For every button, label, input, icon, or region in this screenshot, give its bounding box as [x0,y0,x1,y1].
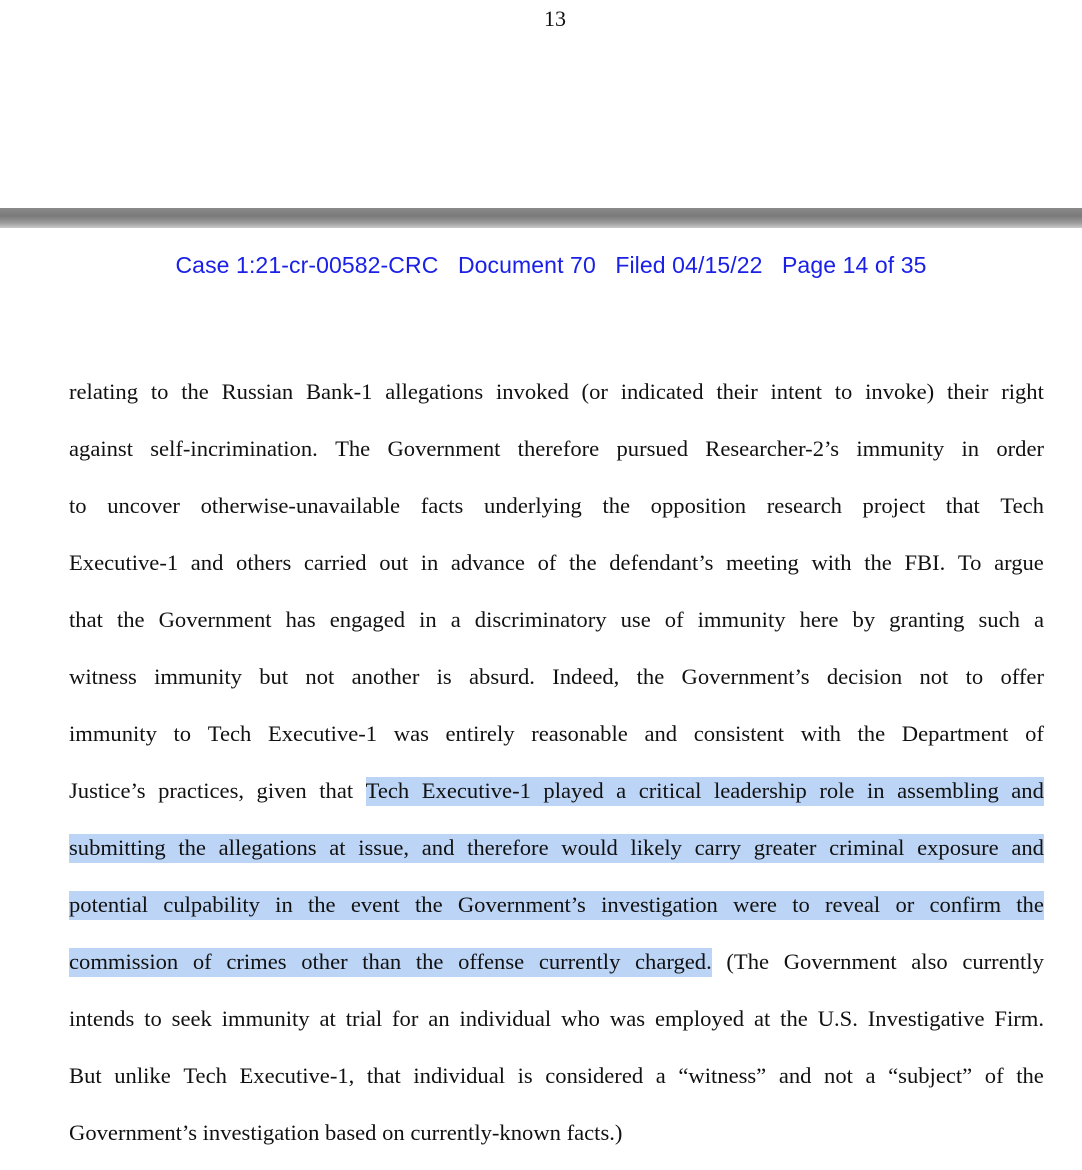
current-page [0,228,1082,1170]
word: out [379,550,409,575]
word: FBI. [904,550,946,575]
word: the [864,550,892,575]
word: meeting [726,550,799,575]
word: at [319,1006,336,1031]
word: to [69,493,87,518]
word: carried [303,550,367,575]
word: intent [770,379,822,404]
highlighted-word: other [301,949,348,974]
word: facts [420,493,464,518]
word: trial [345,1006,383,1031]
highlighted-word: commission [69,949,179,974]
highlighted-word: Government’s [457,892,586,917]
word: of [1025,721,1044,746]
body-line-13 [69,1056,1044,1113]
word: uncover [107,493,180,518]
word: to [144,1006,162,1031]
justified-line-content [69,543,1044,583]
highlighted-word: potential [69,892,149,917]
highlighted-word: in [866,778,885,803]
word: at [753,1006,771,1031]
justified-line-content [69,486,1044,526]
justified-line-content [69,429,1044,469]
highlighted-word: Executive-1 [421,778,531,803]
body-line-4 [69,543,1044,600]
highlighted-word: were [733,892,777,917]
word: the [780,1006,808,1031]
justified-line-content [69,771,1044,811]
page-number: 13 [544,6,566,31]
word: reasonable [531,721,628,746]
word: unlike [114,1063,171,1088]
word: offer [1000,664,1044,689]
ecf-document-number: Document 70 [457,252,596,278]
document-body [69,372,1044,1170]
word: consistent [693,721,785,746]
word: to [965,664,984,689]
word: underlying [483,493,582,518]
word: not [824,1063,853,1088]
word: Executive-1 [69,550,179,575]
word: and [778,1063,812,1088]
word: Tech [183,1063,227,1088]
word: to [834,379,853,404]
highlighted-word: in [275,892,293,917]
word: (The [726,949,770,974]
word: Justice’s [69,778,146,803]
highlighted-word: event [350,892,400,917]
highlighted-word: assembling [897,778,999,803]
page-separator [0,208,1082,228]
body-line-6 [69,657,1044,714]
line-text: Government’s investigation based on currently-known facts.) [69,1120,623,1145]
word: entirely [445,721,515,746]
word: to [150,379,169,404]
word: To [957,550,982,575]
word: Investigative [867,1006,985,1031]
word: employed [654,1006,745,1031]
word: Firm. [994,1006,1044,1031]
ecf-page-count: Page 14 of 35 [781,252,927,278]
word: U.S. [817,1006,858,1031]
word: with [800,721,841,746]
word: in [419,607,437,632]
highlighted-word: Tech [365,778,410,803]
body-line-14 [69,1113,1044,1170]
word: immunity [69,721,157,746]
word: that [69,607,103,632]
highlighted-word: a [616,778,627,803]
previous-page [0,0,1082,208]
word: their [946,379,989,404]
word: defendant’s [609,550,714,575]
word: practices, [158,778,245,803]
highlighted-word: would [561,835,618,860]
word: immunity [221,1006,310,1031]
highlighted-word: culpability [163,892,260,917]
highlighted-word: charged. [635,949,712,974]
word: the [636,664,665,689]
word: against [69,436,133,461]
word: and [644,721,678,746]
word: by [852,607,876,632]
word: that [945,493,980,518]
word: others [236,550,292,575]
highlighted-word: the [178,835,206,860]
word: considered [545,1063,644,1088]
highlighted-word: of [192,949,212,974]
word: was [393,721,429,746]
word: research [766,493,842,518]
word: invoke) [865,379,935,404]
word: immunity [697,607,786,632]
word: Government [158,607,272,632]
word: Executive-1, [239,1063,355,1088]
justified-line-content [69,714,1044,754]
word: of [984,1063,1004,1088]
word: of [664,607,684,632]
body-line-12 [69,999,1044,1056]
ecf-filing-header [0,252,1082,279]
justified-line-content [69,657,1044,697]
highlighted-word: reveal [825,892,881,917]
word: immunity [154,664,242,689]
highlighted-word: exposure [917,835,999,860]
word: intends [69,1006,135,1031]
word: Executive-1 [267,721,378,746]
word: order [996,436,1044,461]
word: of [537,550,557,575]
word: their [716,379,758,404]
word: pursued [616,436,689,461]
word: relating [69,379,139,404]
word: and [190,550,224,575]
word: granting [889,607,965,632]
highlighted-word: therefore [467,835,549,860]
word: is [436,664,452,689]
word: project [862,493,926,518]
word: otherwise-unavailable [200,493,401,518]
word: in [420,550,439,575]
justified-line-content [69,1056,1044,1096]
word: Tech [1000,493,1044,518]
highlighted-word: carry [694,835,742,860]
body-line-9 [69,828,1044,885]
word: a [1033,607,1044,632]
word: has [285,607,316,632]
highlighted-word: investigation [601,892,718,917]
word: (or [581,379,608,404]
justified-line-content [69,372,1044,412]
highlighted-word: issue, [358,835,410,860]
highlighted-word: allegations [218,835,317,860]
word: opposition [650,493,747,518]
word: Indeed, [552,664,620,689]
highlighted-word: submitting [69,835,166,860]
word: here [799,607,839,632]
highlighted-word: currently [538,949,621,974]
highlighted-word: criminal [829,835,905,860]
justified-line-content [69,600,1044,640]
highlighted-word: at [329,835,346,860]
highlighted-word: critical [638,778,702,803]
body-line-1 [69,372,1044,429]
word: the [569,550,597,575]
word: indicated [620,379,704,404]
word: such [978,607,1020,632]
word: discriminatory [474,607,607,632]
word: witness [69,664,137,689]
highlighted-word: or [895,892,915,917]
word: also [911,949,948,974]
highlighted-word: greater [753,835,817,860]
word: seek [171,1006,212,1031]
word: “subject” [888,1063,973,1088]
word: was [609,1006,646,1031]
word: currently [962,949,1044,974]
word: absurd. [469,664,535,689]
word: right [1001,379,1044,404]
highlighted-word: crimes [226,949,287,974]
word: decision [826,664,903,689]
justified-line-content [69,942,1044,982]
highlighted-word: the [307,892,336,917]
highlighted-word: the [1016,892,1044,917]
justified-line-content [69,999,1044,1039]
word: Researcher-2’s [705,436,840,461]
word: Department [901,721,1009,746]
word: the [181,379,209,404]
word: but [259,664,289,689]
word: with [811,550,852,575]
word: a [655,1063,666,1088]
word: not [305,664,335,689]
highlighted-word: the [415,892,443,917]
word: Government [783,949,897,974]
body-line-11 [69,942,1044,999]
word: to [173,721,192,746]
word: an [428,1006,450,1031]
body-line-3 [69,486,1044,543]
body-line-5 [69,600,1044,657]
justified-line-content [69,885,1044,925]
highlighted-word: role [819,778,855,803]
highlighted-word: confirm [929,892,1002,917]
word: Tech [207,721,252,746]
highlighted-word: offense [458,949,525,974]
ecf-case-number: Case 1:21-cr-00582-CRC [175,252,439,278]
word: “witness” [678,1063,767,1088]
word: therefore [517,436,600,461]
word: engaged [329,607,406,632]
highlighted-word: and [1011,835,1044,860]
word: the [857,721,886,746]
body-line-8 [69,771,1044,828]
word: The [335,436,371,461]
body-line-2 [69,429,1044,486]
word: immunity [856,436,945,461]
word: self-incrimination. [150,436,318,461]
word: But [69,1063,102,1088]
highlighted-word: to [792,892,810,917]
highlighted-word: and [1011,778,1044,803]
highlighted-word: likely [630,835,682,860]
word: that [319,778,354,803]
word: use [620,607,651,632]
word: who [561,1006,600,1031]
word: invoked [495,379,569,404]
word: in [961,436,980,461]
word: another [351,664,420,689]
word: is [517,1063,533,1088]
word: advance [450,550,525,575]
word: the [602,493,631,518]
word: not [919,664,949,689]
ecf-filed-date: Filed 04/15/22 [615,252,763,278]
word: individual [413,1063,506,1088]
highlighted-word: the [415,949,444,974]
body-line-7 [69,714,1044,771]
word: the [1016,1063,1044,1088]
word: Government’s [681,664,810,689]
word: that [366,1063,401,1088]
justified-line-content [69,828,1044,868]
highlighted-word: leadership [713,778,807,803]
word: a [865,1063,876,1088]
word: a [450,607,461,632]
highlighted-word: and [421,835,455,860]
body-line-10 [69,885,1044,942]
word: individual [459,1006,552,1031]
word: for [392,1006,419,1031]
word: the [116,607,145,632]
word: argue [994,550,1044,575]
highlighted-word: played [543,778,604,803]
word: given [256,778,307,803]
word: allegations [385,379,484,404]
word: Bank-1 [305,379,373,404]
word: Russian [221,379,294,404]
word: Government [387,436,501,461]
highlighted-word: than [362,949,402,974]
